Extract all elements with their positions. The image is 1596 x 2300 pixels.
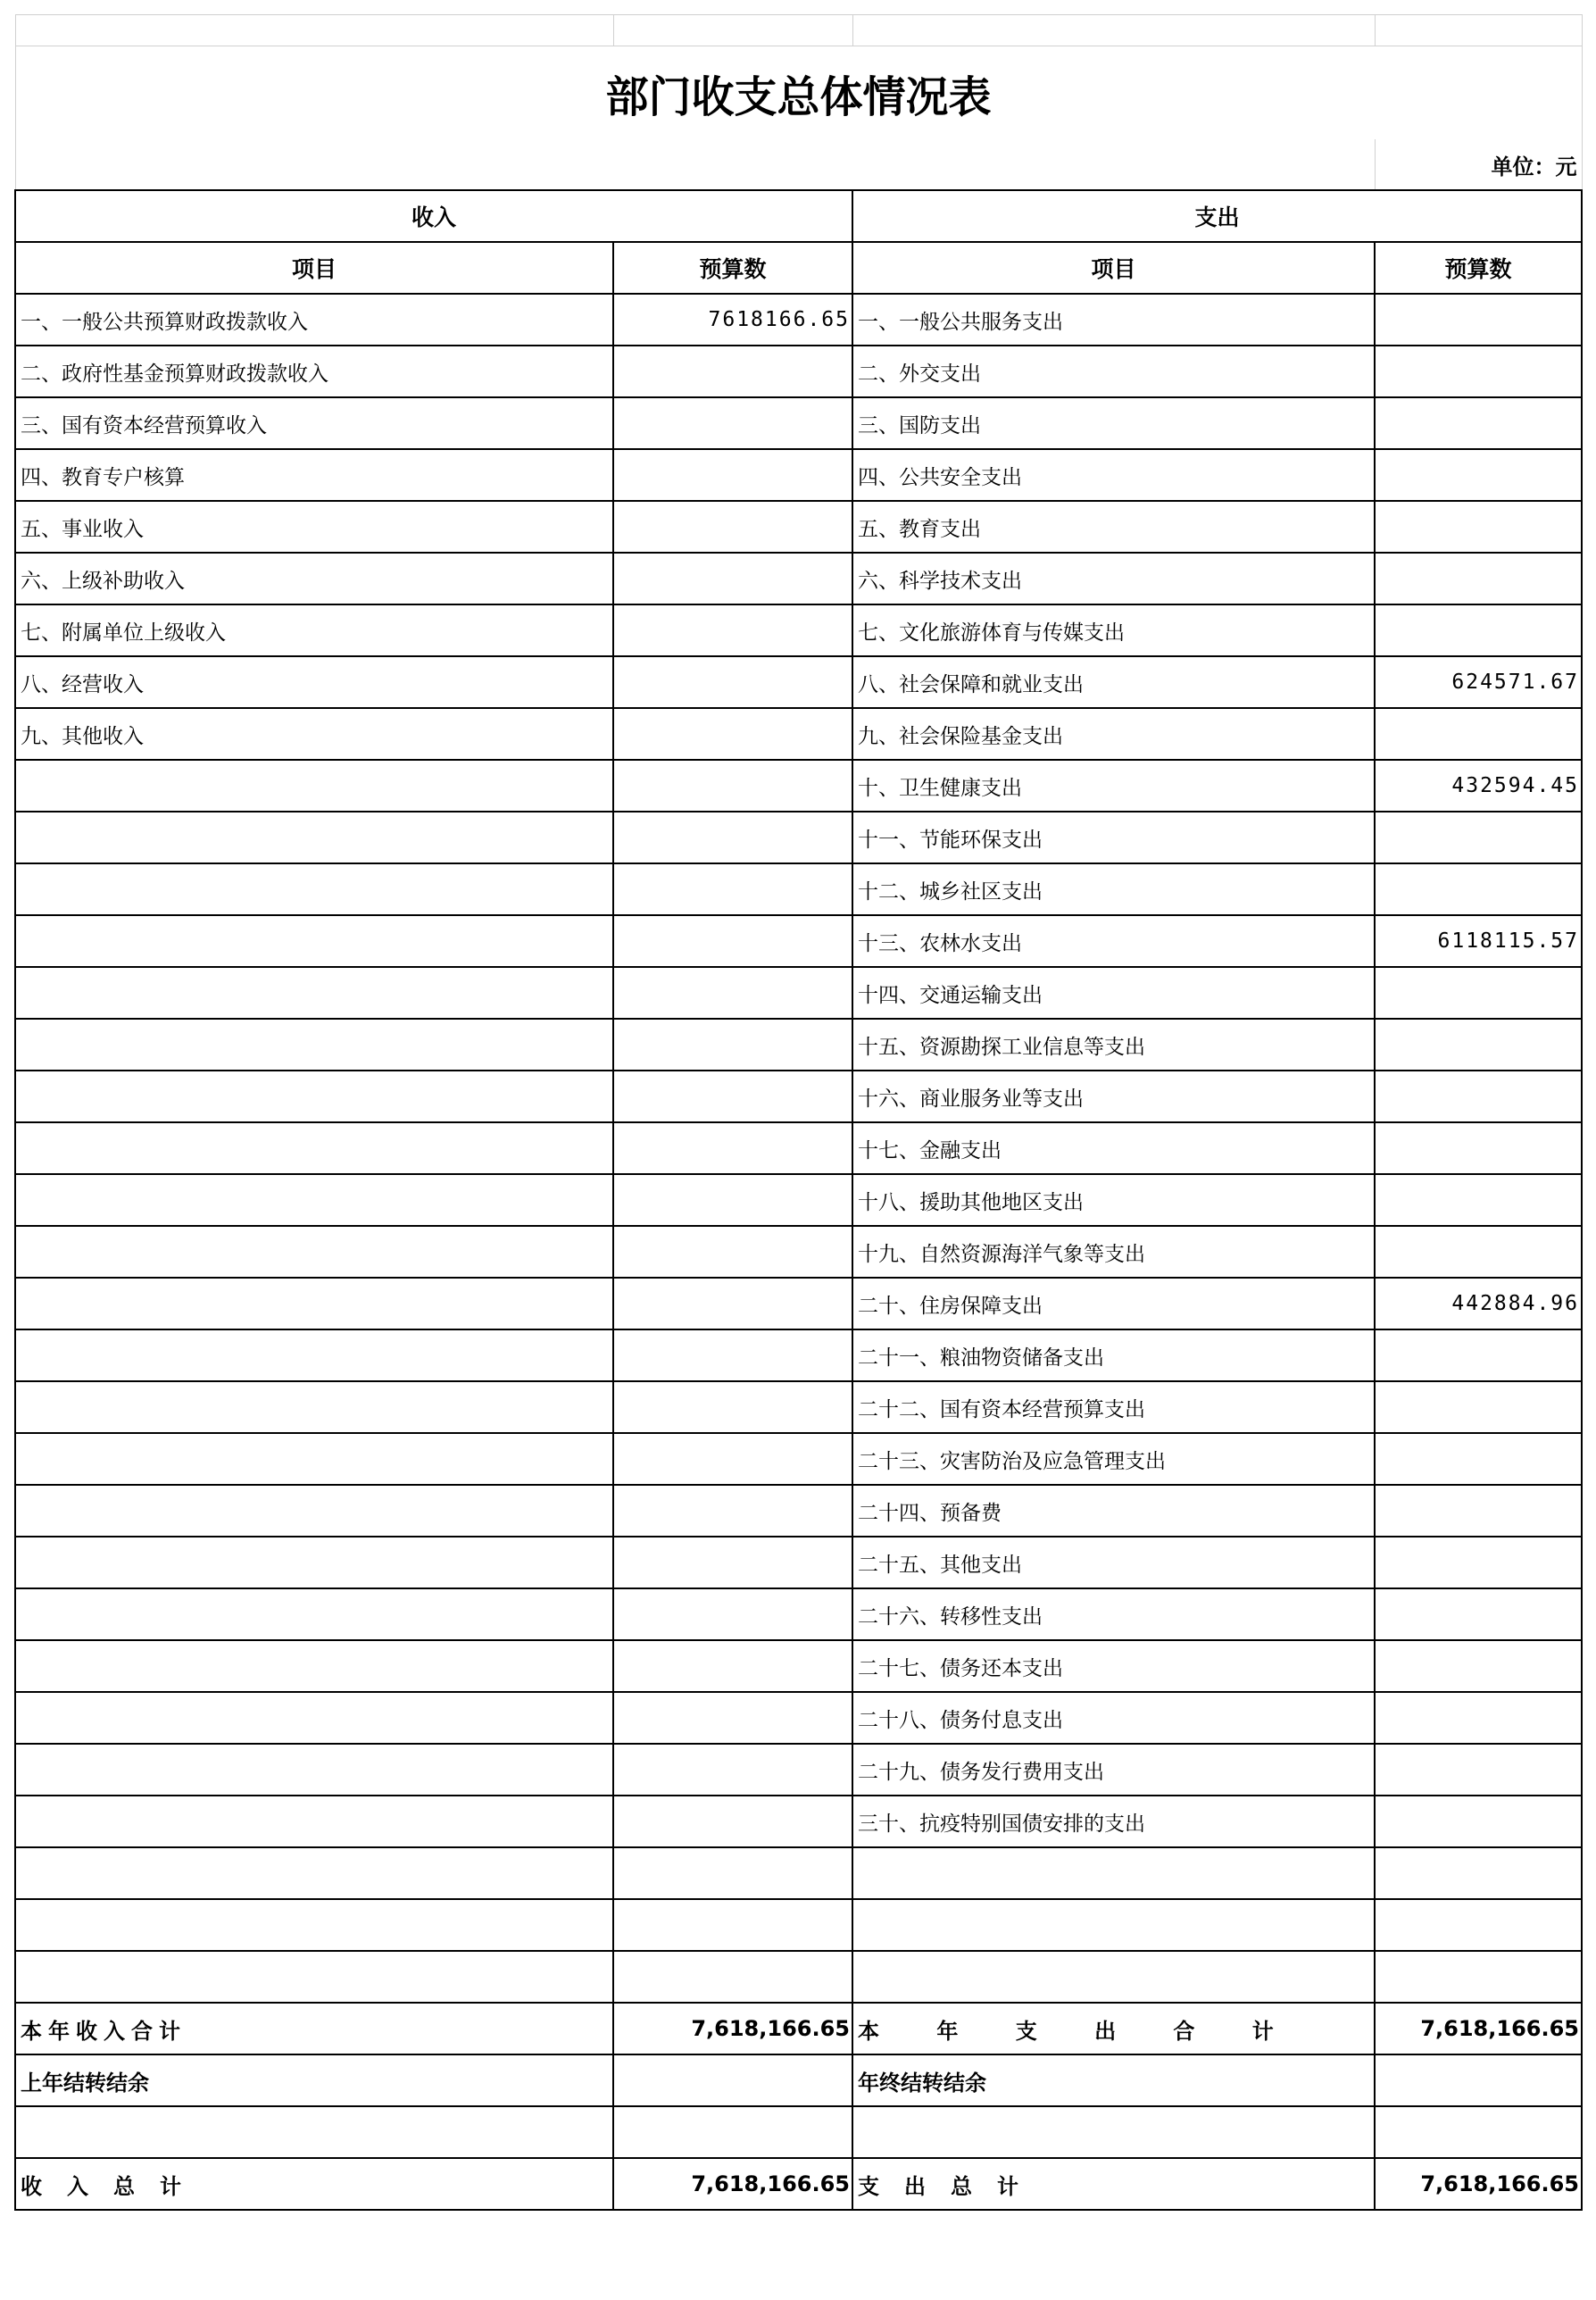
end-balance-label: 年终结转结余 bbox=[852, 2054, 1375, 2106]
total-expense-label: 支出总计 bbox=[852, 2158, 1375, 2210]
year-income-total-label: 本年收入合计 bbox=[15, 2003, 613, 2054]
expense-amount-cell[interactable] bbox=[1375, 708, 1582, 760]
grid-cell[interactable] bbox=[852, 15, 1375, 46]
table-row bbox=[15, 656, 1582, 708]
income-budget-header: 预算数 bbox=[613, 242, 852, 294]
income-item-cell[interactable]: 七、附属单位上级收入 bbox=[15, 604, 613, 656]
year-expense-total-label: 本 年 支 出 合 计 bbox=[852, 2003, 1375, 2054]
expense-budget-header: 预算数 bbox=[1375, 242, 1582, 294]
table-row bbox=[15, 1485, 1582, 1537]
table-row bbox=[15, 1019, 1582, 1071]
grid-cell[interactable] bbox=[1375, 15, 1582, 46]
expense-amount-cell[interactable] bbox=[1375, 501, 1582, 553]
expense-amount-cell[interactable] bbox=[1375, 397, 1582, 449]
expense-item-cell[interactable]: 十四、交通运输支出 bbox=[852, 967, 1375, 1019]
expense-item-cell[interactable]: 十六、商业服务业等支出 bbox=[852, 1071, 1375, 1122]
budget-table bbox=[14, 14, 1583, 2211]
grid-cell[interactable] bbox=[15, 139, 1375, 190]
income-amount-cell[interactable] bbox=[613, 1847, 852, 1899]
table-row bbox=[15, 1847, 1582, 1899]
expense-item-cell[interactable]: 三、国防支出 bbox=[852, 397, 1375, 449]
income-item-cell[interactable] bbox=[15, 863, 613, 915]
year-total-row bbox=[15, 2003, 1582, 2054]
income-item-cell[interactable] bbox=[15, 1899, 613, 1951]
expense-amount-cell[interactable] bbox=[1375, 1174, 1582, 1226]
expense-item-cell[interactable]: 五、教育支出 bbox=[852, 501, 1375, 553]
year-income-total-value[interactable]: 7,618,166.65 bbox=[613, 2003, 852, 2054]
expense-amount-cell[interactable] bbox=[1375, 1381, 1582, 1433]
income-item-cell[interactable] bbox=[15, 1847, 613, 1899]
expense-item-cell[interactable]: 十九、自然资源海洋气象等支出 bbox=[852, 1226, 1375, 1278]
table-row bbox=[15, 397, 1582, 449]
income-item-cell[interactable] bbox=[15, 1433, 613, 1485]
year-expense-total-value[interactable]: 7,618,166.65 bbox=[1375, 2003, 1582, 2054]
table-row bbox=[15, 760, 1582, 812]
grid-cell[interactable] bbox=[1375, 2106, 1582, 2158]
income-amount-cell[interactable] bbox=[613, 1122, 852, 1174]
income-item-cell[interactable] bbox=[15, 1329, 613, 1381]
income-item-cell[interactable] bbox=[15, 1174, 613, 1226]
income-item-cell[interactable] bbox=[15, 1951, 613, 2003]
income-amount-cell[interactable] bbox=[613, 1433, 852, 1485]
income-amount-cell[interactable] bbox=[613, 397, 852, 449]
table-row bbox=[15, 1744, 1582, 1796]
income-amount-cell[interactable] bbox=[613, 1796, 852, 1847]
expense-amount-cell[interactable] bbox=[1375, 294, 1582, 346]
income-item-cell[interactable] bbox=[15, 1640, 613, 1692]
expense-amount-cell[interactable] bbox=[1375, 1796, 1582, 1847]
income-amount-cell[interactable] bbox=[613, 553, 852, 604]
income-amount-cell[interactable] bbox=[613, 449, 852, 501]
income-amount-cell[interactable] bbox=[613, 760, 852, 812]
expense-header: 支出 bbox=[852, 190, 1582, 242]
expense-item-cell[interactable]: 二十七、债务还本支出 bbox=[852, 1640, 1375, 1692]
expense-item-cell[interactable] bbox=[852, 1951, 1375, 2003]
table-row bbox=[15, 294, 1582, 346]
income-amount-cell[interactable] bbox=[613, 1226, 852, 1278]
income-amount-cell[interactable] bbox=[613, 1588, 852, 1640]
expense-item-cell[interactable]: 八、社会保障和就业支出 bbox=[852, 656, 1375, 708]
income-amount-cell[interactable] bbox=[613, 967, 852, 1019]
expense-amount-cell[interactable] bbox=[1375, 1692, 1582, 1744]
expense-item-cell[interactable]: 六、科学技术支出 bbox=[852, 553, 1375, 604]
expense-amount-cell[interactable] bbox=[1375, 1847, 1582, 1899]
table-row bbox=[15, 346, 1582, 397]
title-row bbox=[15, 46, 1582, 140]
expense-amount-cell[interactable] bbox=[1375, 1537, 1582, 1588]
table-row bbox=[15, 553, 1582, 604]
unit-row bbox=[15, 139, 1582, 190]
expense-item-cell[interactable]: 十、卫生健康支出 bbox=[852, 760, 1375, 812]
expense-item-cell[interactable]: 二十八、债务付息支出 bbox=[852, 1692, 1375, 1744]
income-header: 收入 bbox=[15, 190, 852, 242]
section-header-row bbox=[15, 190, 1582, 242]
income-item-cell[interactable]: 八、经营收入 bbox=[15, 656, 613, 708]
prev-balance-label: 上年结转结余 bbox=[15, 2054, 613, 2106]
total-expense-value[interactable]: 7,618,166.65 bbox=[1375, 2158, 1582, 2210]
expense-amount-cell[interactable]: 442884.96 bbox=[1375, 1278, 1582, 1329]
table-row bbox=[15, 1796, 1582, 1847]
table-row bbox=[15, 449, 1582, 501]
table-row bbox=[15, 1588, 1582, 1640]
expense-item-cell[interactable]: 七、文化旅游体育与传媒支出 bbox=[852, 604, 1375, 656]
table-row bbox=[15, 863, 1582, 915]
income-amount-cell[interactable] bbox=[613, 708, 852, 760]
income-amount-cell[interactable] bbox=[613, 812, 852, 863]
table-row bbox=[15, 1433, 1582, 1485]
grid-cell[interactable] bbox=[15, 15, 613, 46]
income-item-cell[interactable]: 四、教育专户核算 bbox=[15, 449, 613, 501]
expense-item-cell[interactable]: 十七、金融支出 bbox=[852, 1122, 1375, 1174]
expense-amount-cell[interactable] bbox=[1375, 1951, 1582, 2003]
table-row bbox=[15, 1278, 1582, 1329]
blank-row bbox=[15, 2106, 1582, 2158]
expense-item-cell[interactable]: 九、社会保险基金支出 bbox=[852, 708, 1375, 760]
prev-balance-value[interactable] bbox=[613, 2054, 852, 2106]
expense-item-cell[interactable]: 十八、援助其他地区支出 bbox=[852, 1174, 1375, 1226]
income-item-cell[interactable]: 六、上级补助收入 bbox=[15, 553, 613, 604]
income-item-cell[interactable] bbox=[15, 1071, 613, 1122]
expense-amount-cell[interactable] bbox=[1375, 346, 1582, 397]
balance-row bbox=[15, 2054, 1582, 2106]
expense-item-cell[interactable]: 二十四、预备费 bbox=[852, 1485, 1375, 1537]
expense-item-cell[interactable]: 十五、资源勘探工业信息等支出 bbox=[852, 1019, 1375, 1071]
expense-item-cell[interactable]: 二、外交支出 bbox=[852, 346, 1375, 397]
expense-amount-cell[interactable] bbox=[1375, 1122, 1582, 1174]
table-row bbox=[15, 1381, 1582, 1433]
grand-total-row bbox=[15, 2158, 1582, 2210]
income-item-cell[interactable] bbox=[15, 967, 613, 1019]
table-row bbox=[15, 501, 1582, 553]
table-row bbox=[15, 915, 1582, 967]
income-amount-cell[interactable] bbox=[613, 1692, 852, 1744]
table-row bbox=[15, 812, 1582, 863]
table-row bbox=[15, 604, 1582, 656]
income-item-header: 项目 bbox=[15, 242, 613, 294]
income-item-cell[interactable] bbox=[15, 1537, 613, 1588]
expense-amount-cell[interactable] bbox=[1375, 1588, 1582, 1640]
expense-amount-cell[interactable] bbox=[1375, 1485, 1582, 1537]
table-row bbox=[15, 1071, 1582, 1122]
table-row bbox=[15, 1226, 1582, 1278]
expense-item-cell[interactable]: 二十六、转移性支出 bbox=[852, 1588, 1375, 1640]
expense-amount-cell[interactable] bbox=[1375, 863, 1582, 915]
income-amount-cell[interactable] bbox=[613, 1744, 852, 1796]
expense-item-cell[interactable]: 二十五、其他支出 bbox=[852, 1537, 1375, 1588]
income-amount-cell[interactable] bbox=[613, 1278, 852, 1329]
expense-amount-cell[interactable]: 432594.45 bbox=[1375, 760, 1582, 812]
income-amount-cell[interactable] bbox=[613, 501, 852, 553]
income-amount-cell[interactable] bbox=[613, 1640, 852, 1692]
end-balance-value[interactable] bbox=[1375, 2054, 1582, 2106]
income-item-cell[interactable]: 五、事业收入 bbox=[15, 501, 613, 553]
income-item-cell[interactable]: 一、一般公共预算财政拨款收入 bbox=[15, 294, 613, 346]
expense-item-cell[interactable]: 二十一、粮油物资储备支出 bbox=[852, 1329, 1375, 1381]
income-item-cell[interactable]: 九、其他收入 bbox=[15, 708, 613, 760]
income-item-cell[interactable] bbox=[15, 1744, 613, 1796]
income-item-cell[interactable] bbox=[15, 1588, 613, 1640]
expense-item-header: 项目 bbox=[852, 242, 1375, 294]
income-item-cell[interactable] bbox=[15, 1019, 613, 1071]
expense-amount-cell[interactable] bbox=[1375, 604, 1582, 656]
income-amount-cell[interactable] bbox=[613, 346, 852, 397]
expense-item-cell[interactable]: 十二、城乡社区支出 bbox=[852, 863, 1375, 915]
grid-cell[interactable] bbox=[15, 2106, 613, 2158]
expense-amount-cell[interactable] bbox=[1375, 1899, 1582, 1951]
income-item-cell[interactable] bbox=[15, 1122, 613, 1174]
table-row bbox=[15, 708, 1582, 760]
income-amount-cell[interactable] bbox=[613, 1899, 852, 1951]
income-amount-cell[interactable] bbox=[613, 656, 852, 708]
page-title: 部门收支总体情况表 bbox=[15, 46, 1582, 140]
expense-item-cell[interactable]: 四、公共安全支出 bbox=[852, 449, 1375, 501]
table-row bbox=[15, 1951, 1582, 2003]
expense-amount-cell[interactable] bbox=[1375, 449, 1582, 501]
income-amount-cell[interactable] bbox=[613, 1381, 852, 1433]
income-item-cell[interactable] bbox=[15, 760, 613, 812]
grid-cell[interactable] bbox=[852, 2106, 1375, 2158]
income-item-cell[interactable] bbox=[15, 1381, 613, 1433]
expense-item-cell[interactable]: 三十、抗疫特别国债安排的支出 bbox=[852, 1796, 1375, 1847]
income-item-cell[interactable] bbox=[15, 1692, 613, 1744]
grid-cell[interactable] bbox=[613, 2106, 852, 2158]
expense-item-cell[interactable]: 二十九、债务发行费用支出 bbox=[852, 1744, 1375, 1796]
income-item-cell[interactable] bbox=[15, 1226, 613, 1278]
expense-amount-cell[interactable]: 624571.67 bbox=[1375, 656, 1582, 708]
grid-top-row bbox=[15, 15, 1582, 46]
income-amount-cell[interactable] bbox=[613, 1485, 852, 1537]
income-amount-cell[interactable] bbox=[613, 604, 852, 656]
total-income-value[interactable]: 7,618,166.65 bbox=[613, 2158, 852, 2210]
income-item-cell[interactable] bbox=[15, 1278, 613, 1329]
income-amount-cell[interactable]: 7618166.65 bbox=[613, 294, 852, 346]
expense-amount-cell[interactable] bbox=[1375, 1329, 1582, 1381]
income-amount-cell[interactable] bbox=[613, 915, 852, 967]
expense-item-cell[interactable]: 二十三、灾害防治及应急管理支出 bbox=[852, 1433, 1375, 1485]
expense-amount-cell[interactable] bbox=[1375, 553, 1582, 604]
income-amount-cell[interactable] bbox=[613, 863, 852, 915]
expense-item-cell[interactable]: 十三、农林水支出 bbox=[852, 915, 1375, 967]
expense-amount-cell[interactable]: 6118115.57 bbox=[1375, 915, 1582, 967]
income-item-cell[interactable]: 三、国有资本经营预算收入 bbox=[15, 397, 613, 449]
grid-cell[interactable] bbox=[613, 15, 852, 46]
expense-item-cell[interactable]: 二十二、国有资本经营预算支出 bbox=[852, 1381, 1375, 1433]
income-amount-cell[interactable] bbox=[613, 1537, 852, 1588]
income-item-cell[interactable] bbox=[15, 1796, 613, 1847]
expense-item-cell[interactable]: 一、一般公共服务支出 bbox=[852, 294, 1375, 346]
expense-item-cell[interactable]: 二十、住房保障支出 bbox=[852, 1278, 1375, 1329]
expense-item-cell[interactable]: 十一、节能环保支出 bbox=[852, 812, 1375, 863]
income-amount-cell[interactable] bbox=[613, 1951, 852, 2003]
table-row bbox=[15, 1640, 1582, 1692]
expense-amount-cell[interactable] bbox=[1375, 1226, 1582, 1278]
column-header-row bbox=[15, 242, 1582, 294]
table-row bbox=[15, 1692, 1582, 1744]
expense-amount-cell[interactable] bbox=[1375, 1071, 1582, 1122]
income-item-cell[interactable] bbox=[15, 915, 613, 967]
income-amount-cell[interactable] bbox=[613, 1174, 852, 1226]
income-item-cell[interactable] bbox=[15, 1485, 613, 1537]
table-row bbox=[15, 967, 1582, 1019]
expense-amount-cell[interactable] bbox=[1375, 1019, 1582, 1071]
total-income-label: 收入总计 bbox=[15, 2158, 613, 2210]
table-row bbox=[15, 1899, 1582, 1951]
expense-amount-cell[interactable] bbox=[1375, 1640, 1582, 1692]
expense-item-cell[interactable] bbox=[852, 1847, 1375, 1899]
expense-amount-cell[interactable] bbox=[1375, 1433, 1582, 1485]
budget-sheet bbox=[14, 14, 1581, 2211]
income-amount-cell[interactable] bbox=[613, 1329, 852, 1381]
expense-amount-cell[interactable] bbox=[1375, 1744, 1582, 1796]
income-amount-cell[interactable] bbox=[613, 1071, 852, 1122]
expense-amount-cell[interactable] bbox=[1375, 967, 1582, 1019]
table-row bbox=[15, 1537, 1582, 1588]
table-row bbox=[15, 1174, 1582, 1226]
income-item-cell[interactable]: 二、政府性基金预算财政拨款收入 bbox=[15, 346, 613, 397]
expense-amount-cell[interactable] bbox=[1375, 812, 1582, 863]
table-row bbox=[15, 1122, 1582, 1174]
expense-item-cell[interactable] bbox=[852, 1899, 1375, 1951]
table-row bbox=[15, 1329, 1582, 1381]
unit-label: 单位：元 bbox=[1375, 139, 1582, 190]
income-item-cell[interactable] bbox=[15, 812, 613, 863]
income-amount-cell[interactable] bbox=[613, 1019, 852, 1071]
